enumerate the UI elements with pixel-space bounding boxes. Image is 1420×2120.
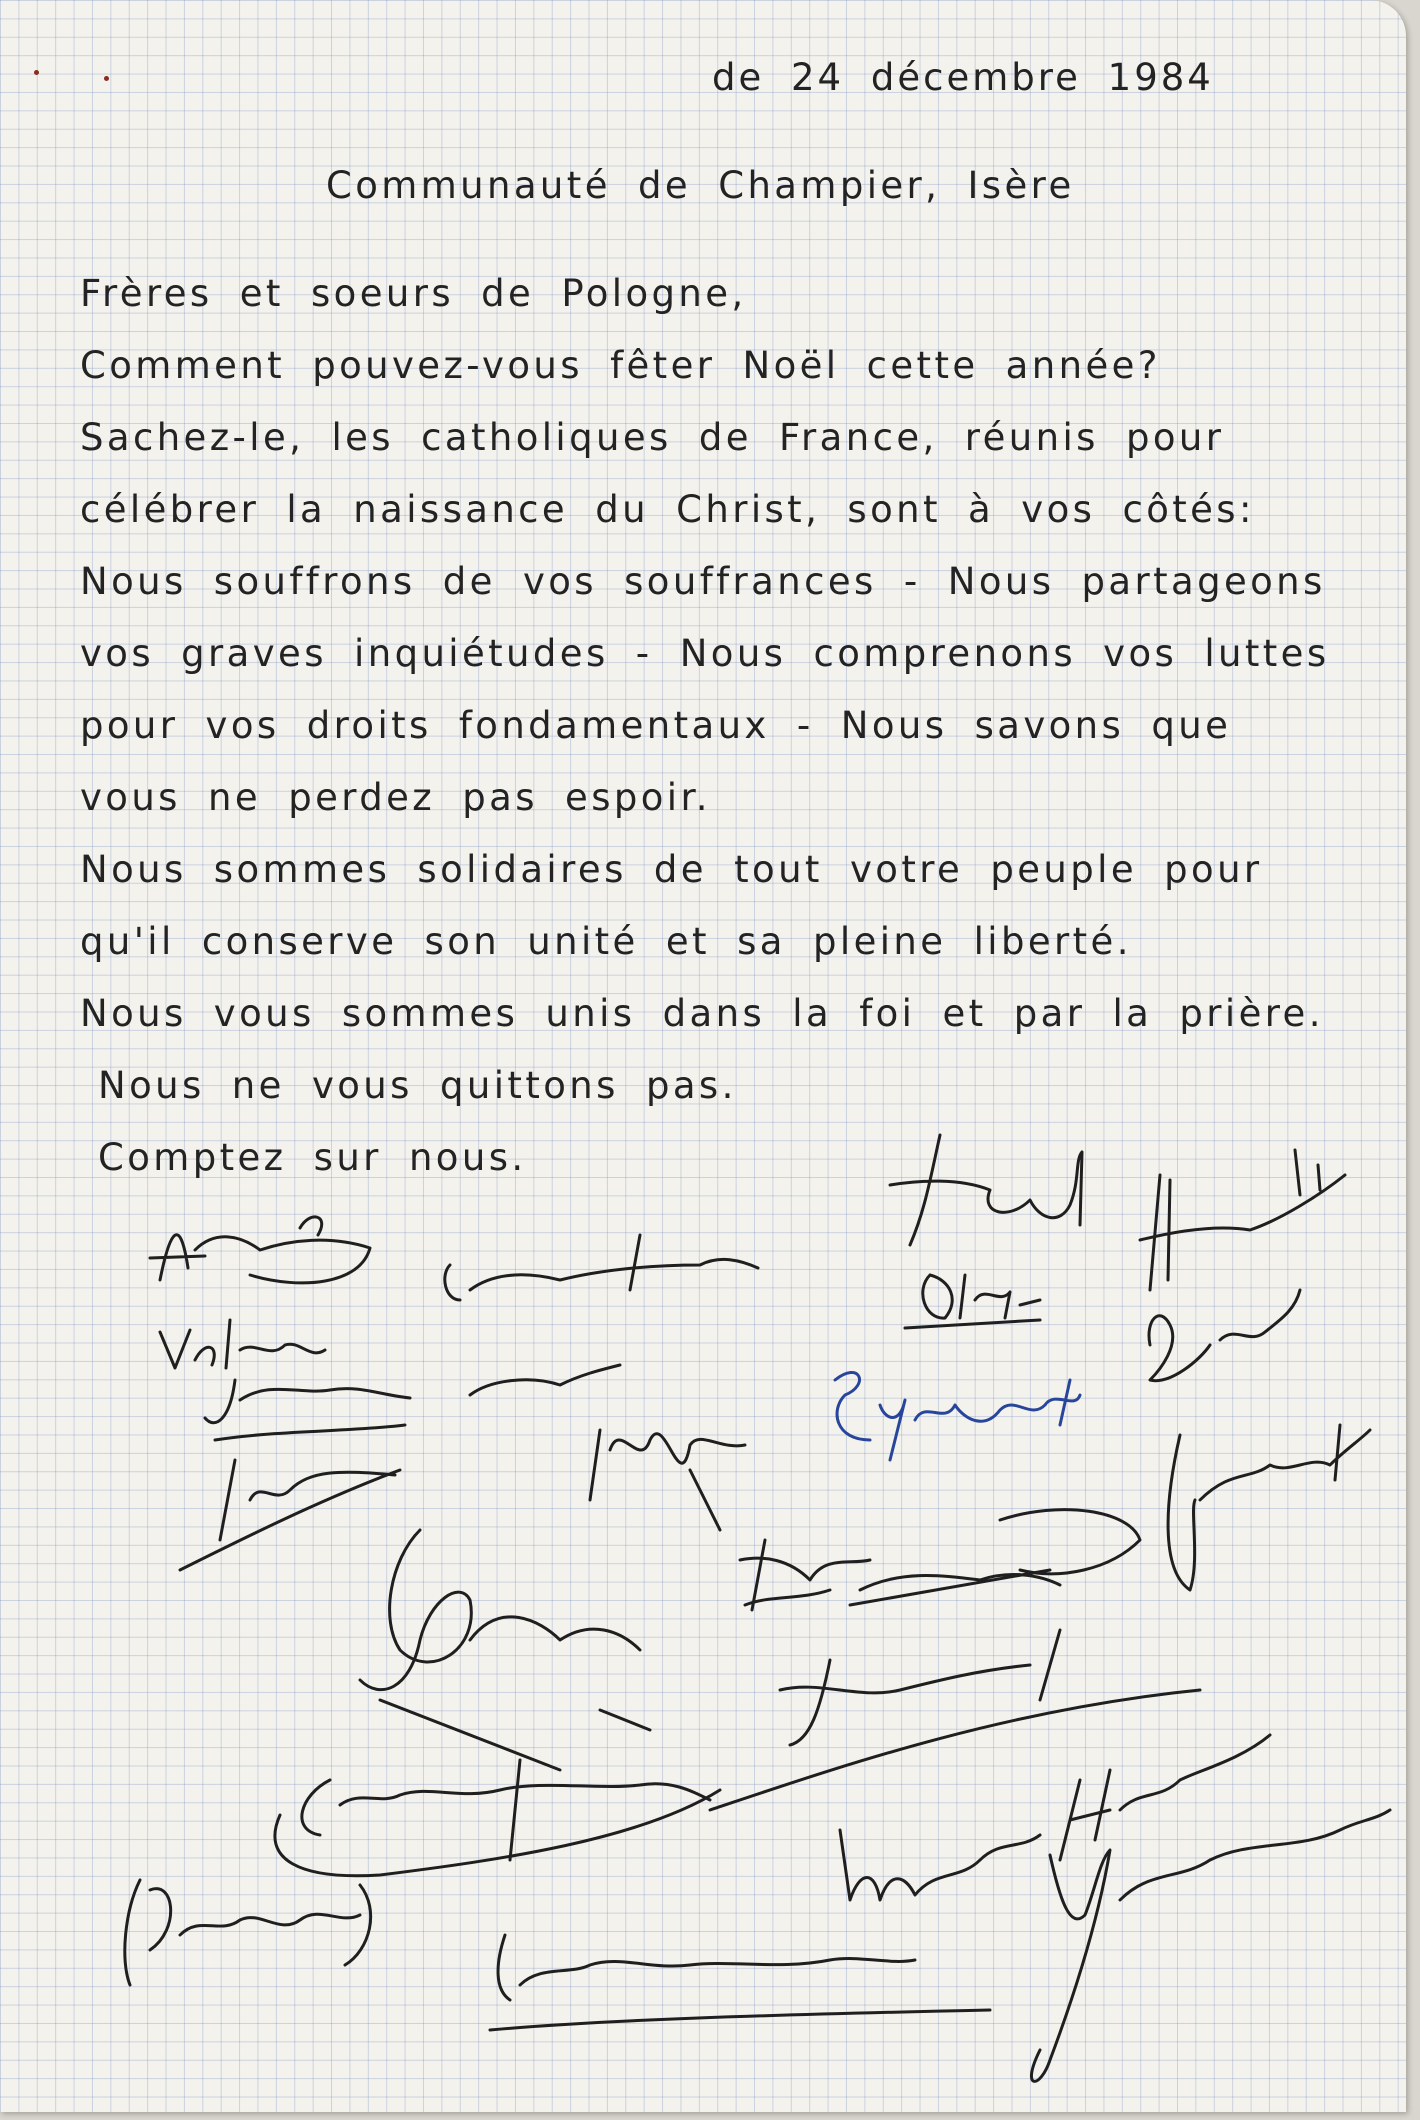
signature-image [1140,1150,1345,1290]
letter-line: Comment pouvez-vous fêter Noël cette année? [80,344,1161,387]
signature-image [125,1880,371,1985]
signature-image [710,1630,1200,1810]
signature-image [180,1460,400,1570]
letter-line: Comptez sur nous. [98,1136,527,1179]
letter-heading: Communauté de Champier, Isère [326,164,1075,207]
letter-line: Nous ne vous quittons pas. [98,1064,737,1107]
letter-line: Nous souffrons de vos souffrances - Nous partageons [80,560,1326,603]
signature-image [360,1530,650,1770]
letter-line: pour vos droits fondamentaux - Nous savons que [80,704,1232,747]
signature-image [890,1135,1082,1245]
letter-line: Nous vous sommes unis dans la foi et par la prière. [80,992,1324,1035]
signature-image [1031,1810,1390,2081]
letter-date: de 24 décembre 1984 [712,56,1214,99]
signature-image [275,1760,720,1876]
letter-line: vous ne perdez pas espoir. [80,776,711,819]
letter-line: vos graves inquiétudes - Nous comprenons vos luttes [80,632,1330,675]
signature-image [445,1235,758,1530]
letter-line: Sachez-le, les catholiques de France, réunis pour [80,416,1225,459]
signature-image [835,1372,1080,1460]
signature-image [490,1935,990,2030]
signature-image [740,1510,1140,1610]
letter-line: Frères et soeurs de Pologne, [80,272,747,315]
signature-image [905,1275,1040,1328]
signature-image [1168,1425,1370,1590]
signature-image [150,1217,370,1283]
letter-line: qu'il conserve son unité et sa pleine liberté. [80,920,1132,963]
letter-line: Nous sommes solidaires de tout votre peuple pour [80,848,1263,891]
letter-line: célébrer la naissance du Christ, sont à vos côtés: [80,488,1255,531]
signature-image [1149,1290,1300,1381]
signature-image [160,1320,410,1440]
